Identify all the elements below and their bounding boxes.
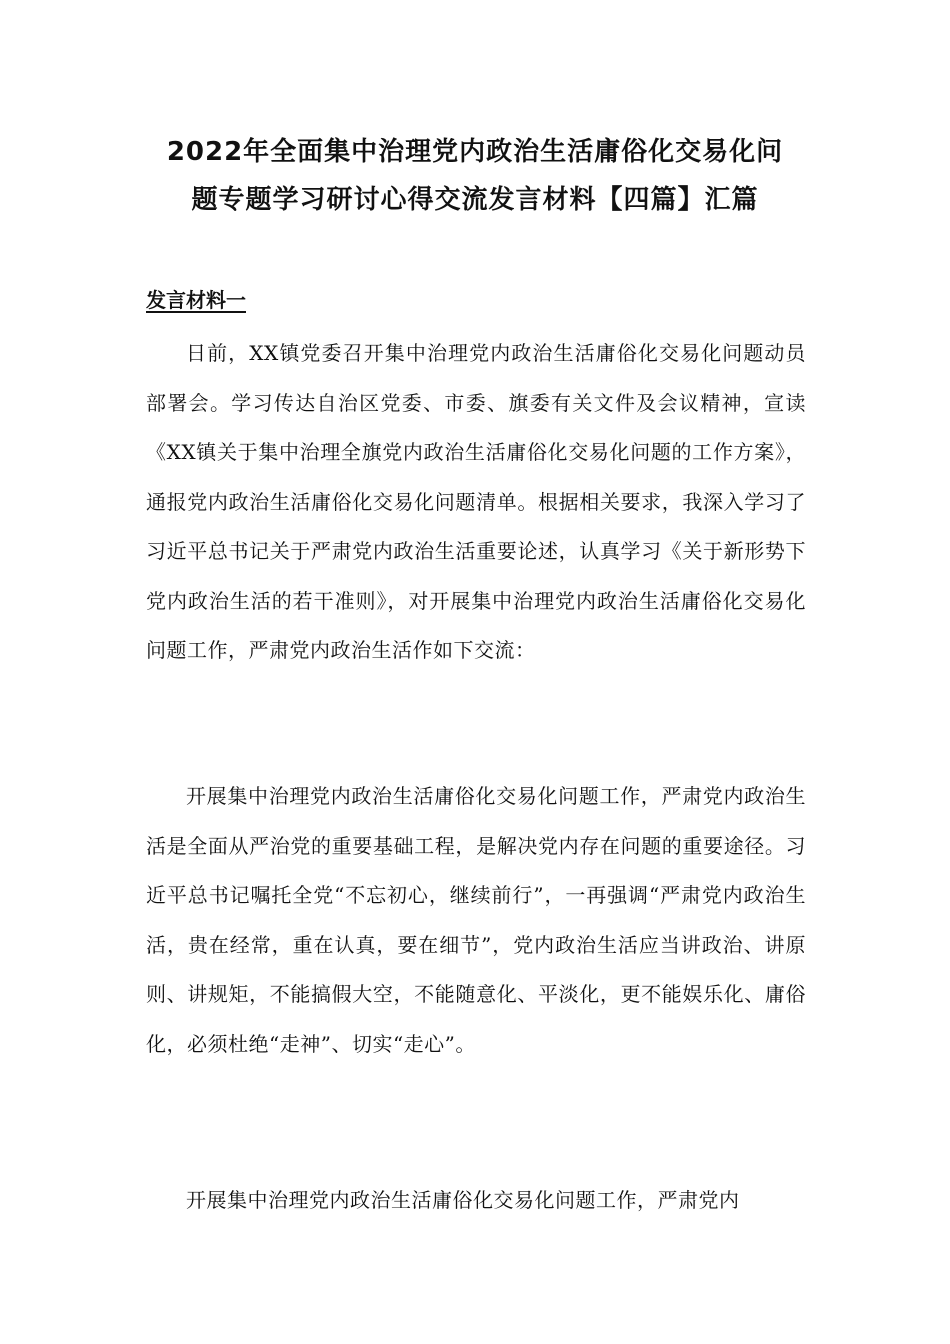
paragraph-3: 开展集中治理党内政治生活庸俗化交易化问题工作，严肃党内	[186, 1188, 740, 1212]
document-title	[130, 128, 820, 224]
section-heading: 发言材料一	[146, 288, 246, 312]
document-title-line-2: 题专题学习研讨心得交流发言材料【四篇】汇篇	[191, 185, 759, 215]
paragraph-1: 日前，XX镇党委召开集中治理党内政治生活庸俗化交易化问题动员部署会。学习传达自治区党委、市委、旗委有关文件及会议精神，宣读《XX镇关于集中治理全旗党内政治生活庸俗化交易化问题的工作方案》，通报党内政治生活庸俗化交易化问题清单。根据相关要求，我深入学习了习近平总书记关于严肃党内政治生活重要论述，认真学习《关于新形势下党内政治生活的若干准则》，对开展集中治理党内政治生活庸俗化交易化问题工作，严肃党内政治生活作如下交流：	[146, 341, 806, 662]
document-title-line-1: 2022年全面集中治理党内政治生活庸俗化交易化问	[166, 137, 784, 167]
paragraph-2: 开展集中治理党内政治生活庸俗化交易化问题工作，严肃党内政治生活是全面从严治党的重要基础工程，是解决党内存在问题的重要途径。习近平总书记嘱托全党“不忘初心，继续前行”，一再强调“严肃党内政治生活，贵在经常，重在认真，要在细节”，党内政治生活应当讲政治、讲原则、讲规矩，不能搞假大空，不能随意化、平淡化，更不能娱乐化、庸俗化，必须杜绝“走神”、切实“走心”。	[146, 784, 806, 1056]
